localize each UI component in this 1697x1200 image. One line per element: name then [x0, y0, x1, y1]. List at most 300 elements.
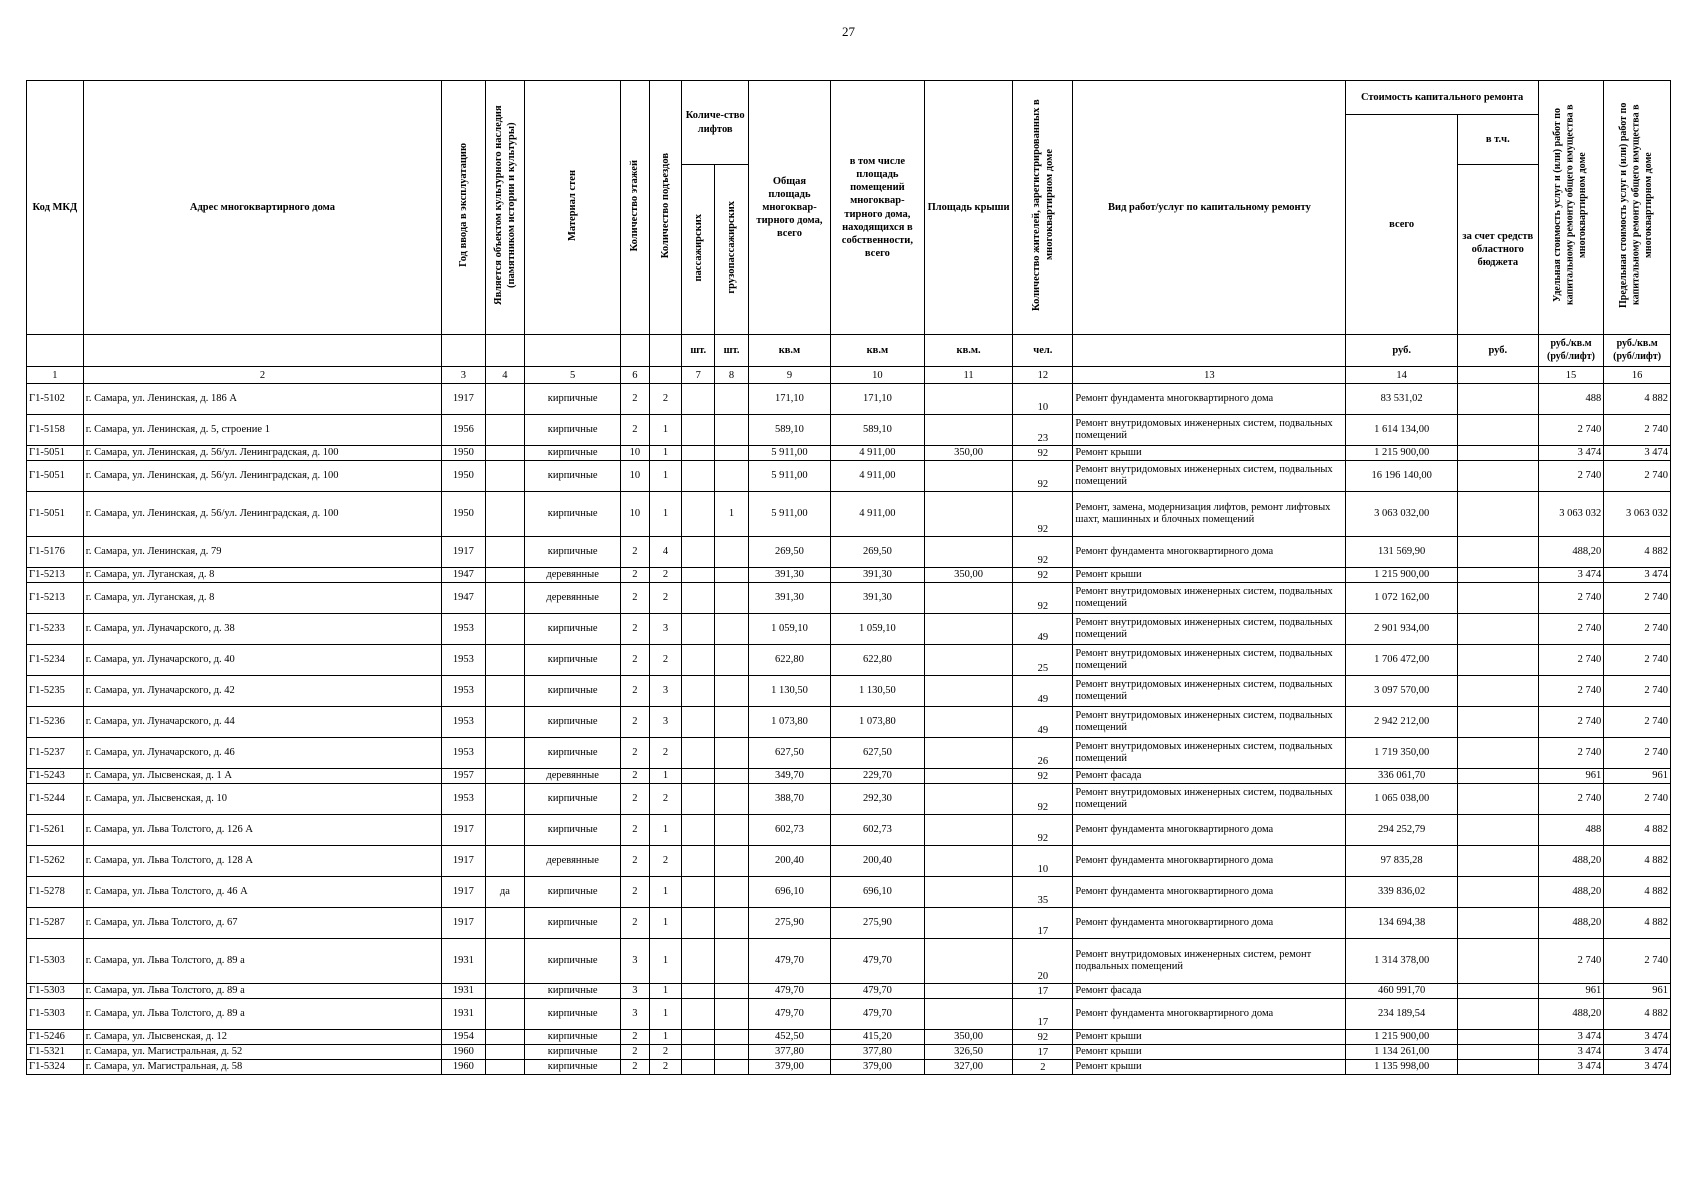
cell-heritage [485, 645, 524, 676]
cell-code: Г1-5303 [27, 939, 84, 984]
cell-code: Г1-5051 [27, 461, 84, 492]
cell-residents: 10 [1013, 384, 1073, 415]
cell-cost-total: 1 215 900,00 [1346, 1030, 1457, 1045]
column-number: 2 [83, 367, 441, 384]
cell-unit-cost: 2 740 [1538, 676, 1604, 707]
cell-work-type: Ремонт фасада [1073, 984, 1346, 999]
cell-owned-area: 171,10 [830, 384, 924, 415]
cell-cost-total: 294 252,79 [1346, 815, 1457, 846]
cell-cost-total: 1 072 162,00 [1346, 583, 1457, 614]
cell-lifts-passenger [682, 738, 715, 769]
cell-cost-regional [1457, 707, 1538, 738]
header-lifts-group: Количе-ство лифтов [682, 81, 749, 165]
cell-code: Г1-5262 [27, 846, 84, 877]
cell-max-cost: 961 [1604, 769, 1671, 784]
cell-cost-regional [1457, 1060, 1538, 1075]
header-lifts-passenger: пассажирских [682, 165, 715, 335]
cell-owned-area: 627,50 [830, 738, 924, 769]
cell-lifts-cargo [715, 461, 749, 492]
cell-address: г. Самара, ул. Ленинская, д. 186 А [83, 384, 441, 415]
cell-max-cost: 2 740 [1604, 738, 1671, 769]
cell-roof-area: 326,50 [924, 1045, 1012, 1060]
cell-code: Г1-5244 [27, 784, 84, 815]
table-row [27, 908, 1671, 939]
cell-work-type: Ремонт внутридомовых инженерных систем, подвальных помещений [1073, 415, 1346, 446]
cell-total-area: 379,00 [748, 1060, 830, 1075]
cell-entrances: 2 [649, 846, 682, 877]
cell-roof-area [924, 908, 1012, 939]
cell-wall-material: кирпичные [525, 415, 621, 446]
cell-entrances: 3 [649, 707, 682, 738]
cell-owned-area: 292,30 [830, 784, 924, 815]
cell-roof-area [924, 846, 1012, 877]
cell-entrances: 2 [649, 738, 682, 769]
column-number: 1 [27, 367, 84, 384]
cell-work-type: Ремонт, замена, модернизация лифтов, ремонт лифтовых шахт, машинных и блочных помещений [1073, 492, 1346, 537]
cell-cost-regional [1457, 492, 1538, 537]
cell-lifts-cargo [715, 908, 749, 939]
cell-entrances: 1 [649, 908, 682, 939]
column-number: 14 [1346, 367, 1457, 384]
cell-heritage [485, 583, 524, 614]
header-entrances: Количество подъездов [649, 81, 682, 335]
cell-lifts-cargo [715, 1030, 749, 1045]
unit-lifts-passenger: шт. [682, 335, 715, 367]
cell-max-cost: 4 882 [1604, 815, 1671, 846]
cell-max-cost: 4 882 [1604, 877, 1671, 908]
cell-total-area: 171,10 [748, 384, 830, 415]
cell-heritage [485, 846, 524, 877]
cell-cost-total: 1 215 900,00 [1346, 446, 1457, 461]
cell-heritage [485, 461, 524, 492]
cell-total-area: 5 911,00 [748, 446, 830, 461]
cell-work-type: Ремонт внутридомовых инженерных систем, подвальных помещений [1073, 645, 1346, 676]
cell-year: 1960 [442, 1045, 486, 1060]
cell-wall-material: кирпичные [525, 614, 621, 645]
cell-entrances: 3 [649, 676, 682, 707]
cell-owned-area: 377,80 [830, 1045, 924, 1060]
cell-work-type: Ремонт внутридомовых инженерных систем, подвальных помещений [1073, 707, 1346, 738]
cell-lifts-passenger [682, 815, 715, 846]
cell-lifts-passenger [682, 984, 715, 999]
cell-address: г. Самара, ул. Ленинская, д. 79 [83, 537, 441, 568]
cell-work-type: Ремонт внутридомовых инженерных систем, подвальных помещений [1073, 784, 1346, 815]
cell-cost-total: 1 134 261,00 [1346, 1045, 1457, 1060]
cell-residents: 92 [1013, 583, 1073, 614]
cell-cost-total: 16 196 140,00 [1346, 461, 1457, 492]
cell-cost-total: 460 991,70 [1346, 984, 1457, 999]
header-cost-regional: за счет средств областного бюджета [1457, 165, 1538, 335]
cell-roof-area [924, 707, 1012, 738]
cell-code: Г1-5051 [27, 446, 84, 461]
cell-address: г. Самара, ул. Ленинская, д. 56/ул. Ленинградская, д. 100 [83, 492, 441, 537]
cell-work-type: Ремонт крыши [1073, 446, 1346, 461]
cell-total-area: 391,30 [748, 583, 830, 614]
cell-cost-regional [1457, 676, 1538, 707]
cell-work-type: Ремонт внутридомовых инженерных систем, подвальных помещений [1073, 583, 1346, 614]
cell-unit-cost: 3 474 [1538, 1045, 1604, 1060]
cell-max-cost: 2 740 [1604, 645, 1671, 676]
cell-lifts-cargo [715, 645, 749, 676]
table-row [27, 1030, 1671, 1045]
cell-wall-material: деревянные [525, 568, 621, 583]
cell-lifts-passenger [682, 384, 715, 415]
cell-unit-cost: 2 740 [1538, 614, 1604, 645]
cell-heritage [485, 384, 524, 415]
cell-cost-regional [1457, 846, 1538, 877]
cell-unit-cost: 3 474 [1538, 1030, 1604, 1045]
cell-floors: 2 [621, 676, 649, 707]
cell-address: г. Самара, ул. Луганская, д. 8 [83, 568, 441, 583]
cell-year: 1917 [442, 908, 486, 939]
page-number: 27 [842, 24, 855, 39]
cell-cost-regional [1457, 815, 1538, 846]
cell-cost-total: 1 215 900,00 [1346, 568, 1457, 583]
cell-roof-area [924, 614, 1012, 645]
cell-floors: 2 [621, 815, 649, 846]
cell-work-type: Ремонт внутридомовых инженерных систем, ремонт подвальных помещений [1073, 939, 1346, 984]
header-work-type: Вид работ/услуг по капитальному ремонту [1073, 81, 1346, 335]
cell-lifts-passenger [682, 707, 715, 738]
cell-entrances: 1 [649, 939, 682, 984]
cell-lifts-cargo [715, 583, 749, 614]
cell-cost-regional [1457, 784, 1538, 815]
cell-lifts-passenger [682, 784, 715, 815]
cell-residents: 23 [1013, 415, 1073, 446]
cell-code: Г1-5158 [27, 415, 84, 446]
cell-total-area: 479,70 [748, 984, 830, 999]
cell-roof-area [924, 999, 1012, 1030]
table-row [27, 815, 1671, 846]
cell-address: г. Самара, ул. Магистральная, д. 52 [83, 1045, 441, 1060]
cell-address: г. Самара, ул. Льва Толстого, д. 128 А [83, 846, 441, 877]
cell-residents: 92 [1013, 769, 1073, 784]
cell-owned-area: 479,70 [830, 984, 924, 999]
cell-code: Г1-5261 [27, 815, 84, 846]
unit-owned-area: кв.м [830, 335, 924, 367]
table-row [27, 877, 1671, 908]
table-row [27, 769, 1671, 784]
cell-roof-area [924, 984, 1012, 999]
cell-lifts-cargo [715, 384, 749, 415]
cell-cost-regional [1457, 908, 1538, 939]
cell-unit-cost: 2 740 [1538, 939, 1604, 984]
table-row [27, 784, 1671, 815]
column-number: 13 [1073, 367, 1346, 384]
cell-wall-material: деревянные [525, 846, 621, 877]
cell-lifts-passenger [682, 676, 715, 707]
cell-heritage [485, 537, 524, 568]
cell-year: 1917 [442, 846, 486, 877]
cell-code: Г1-5278 [27, 877, 84, 908]
cell-code: Г1-5237 [27, 738, 84, 769]
cell-heritage [485, 446, 524, 461]
cell-entrances: 1 [649, 1030, 682, 1045]
cell-residents: 92 [1013, 568, 1073, 583]
cell-floors: 2 [621, 846, 649, 877]
cell-floors: 3 [621, 939, 649, 984]
cell-code: Г1-5176 [27, 537, 84, 568]
cell-max-cost: 4 882 [1604, 384, 1671, 415]
cell-total-area: 1 073,80 [748, 707, 830, 738]
cell-lifts-passenger [682, 769, 715, 784]
cell-unit-cost: 2 740 [1538, 583, 1604, 614]
cell-owned-area: 4 911,00 [830, 461, 924, 492]
cell-address: г. Самара, ул. Льва Толстого, д. 89 а [83, 939, 441, 984]
cell-lifts-cargo [715, 446, 749, 461]
cell-year: 1917 [442, 877, 486, 908]
cell-year: 1917 [442, 815, 486, 846]
cell-total-area: 1 059,10 [748, 614, 830, 645]
cell-owned-area: 1 130,50 [830, 676, 924, 707]
cell-code: Г1-5243 [27, 769, 84, 784]
cell-entrances: 1 [649, 999, 682, 1030]
cell-heritage [485, 614, 524, 645]
cell-floors: 10 [621, 446, 649, 461]
cell-lifts-cargo [715, 537, 749, 568]
cell-entrances: 3 [649, 614, 682, 645]
cell-max-cost: 961 [1604, 984, 1671, 999]
cell-wall-material: кирпичные [525, 537, 621, 568]
table-row [27, 939, 1671, 984]
cell-entrances: 2 [649, 384, 682, 415]
cell-cost-total: 234 189,54 [1346, 999, 1457, 1030]
unit-residents: чел. [1013, 335, 1073, 367]
cell-address: г. Самара, ул. Льва Толстого, д. 67 [83, 908, 441, 939]
cell-total-area: 589,10 [748, 415, 830, 446]
cell-floors: 2 [621, 738, 649, 769]
cell-unit-cost: 3 474 [1538, 446, 1604, 461]
header-heritage: Является объектом культурного наследия (памятником истории и культуры) [485, 81, 524, 335]
cell-entrances: 2 [649, 568, 682, 583]
cell-address: г. Самара, ул. Ленинская, д. 56/ул. Ленинградская, д. 100 [83, 461, 441, 492]
cell-unit-cost: 961 [1538, 984, 1604, 999]
cell-residents: 49 [1013, 614, 1073, 645]
column-numbers [27, 367, 1671, 384]
cell-address: г. Самара, ул. Луначарского, д. 38 [83, 614, 441, 645]
cell-floors: 2 [621, 415, 649, 446]
cell-max-cost: 2 740 [1604, 939, 1671, 984]
cell-floors: 10 [621, 492, 649, 537]
cell-code: Г1-5235 [27, 676, 84, 707]
cell-cost-regional [1457, 568, 1538, 583]
header-residents: Количество жителей, зарегистрированных в многоквартирном доме [1013, 81, 1073, 335]
cell-unit-cost: 2 740 [1538, 784, 1604, 815]
cell-owned-area: 479,70 [830, 999, 924, 1030]
cell-residents: 92 [1013, 446, 1073, 461]
cell-wall-material: кирпичные [525, 492, 621, 537]
cell-max-cost: 4 882 [1604, 537, 1671, 568]
cell-residents: 10 [1013, 846, 1073, 877]
unit-lifts-cargo: шт. [715, 335, 749, 367]
cell-lifts-cargo [715, 784, 749, 815]
cell-address: г. Самара, ул. Луначарского, д. 42 [83, 676, 441, 707]
cell-heritage: да [485, 877, 524, 908]
cell-lifts-cargo [715, 415, 749, 446]
cell-work-type: Ремонт крыши [1073, 1060, 1346, 1075]
table-row [27, 537, 1671, 568]
table-row [27, 676, 1671, 707]
cell-cost-total: 336 061,70 [1346, 769, 1457, 784]
cell-owned-area: 269,50 [830, 537, 924, 568]
cell-entrances: 2 [649, 645, 682, 676]
unit-max-cost: руб./кв.м (руб/лифт) [1604, 335, 1671, 367]
cell-owned-area: 4 911,00 [830, 492, 924, 537]
cell-address: г. Самара, ул. Лысвенская, д. 12 [83, 1030, 441, 1045]
cell-cost-regional [1457, 939, 1538, 984]
cell-address: г. Самара, ул. Ленинская, д. 5, строение 1 [83, 415, 441, 446]
cell-wall-material: кирпичные [525, 676, 621, 707]
cell-unit-cost: 3 474 [1538, 1060, 1604, 1075]
table-row [27, 645, 1671, 676]
cell-floors: 2 [621, 1045, 649, 1060]
cell-floors: 2 [621, 769, 649, 784]
table-row [27, 738, 1671, 769]
cell-wall-material: кирпичные [525, 384, 621, 415]
cell-roof-area [924, 676, 1012, 707]
cell-lifts-passenger [682, 583, 715, 614]
cell-floors: 3 [621, 999, 649, 1030]
cell-total-area: 377,80 [748, 1045, 830, 1060]
cell-cost-total: 97 835,28 [1346, 846, 1457, 877]
cell-cost-total: 83 531,02 [1346, 384, 1457, 415]
cell-code: Г1-5213 [27, 568, 84, 583]
cell-wall-material: кирпичные [525, 908, 621, 939]
cell-lifts-cargo [715, 614, 749, 645]
cell-heritage [485, 815, 524, 846]
cell-code: Г1-5051 [27, 492, 84, 537]
cell-lifts-cargo [715, 1045, 749, 1060]
cell-entrances: 1 [649, 984, 682, 999]
column-number [649, 367, 682, 384]
cell-heritage [485, 707, 524, 738]
cell-floors: 2 [621, 1030, 649, 1045]
cell-address: г. Самара, ул. Лысвенская, д. 10 [83, 784, 441, 815]
cell-cost-regional [1457, 415, 1538, 446]
cell-year: 1956 [442, 415, 486, 446]
cell-owned-area: 1 059,10 [830, 614, 924, 645]
cell-max-cost: 3 063 032 [1604, 492, 1671, 537]
table-row [27, 707, 1671, 738]
cell-unit-cost: 488,20 [1538, 908, 1604, 939]
column-number: 4 [485, 367, 524, 384]
cell-wall-material: кирпичные [525, 707, 621, 738]
cell-cost-total: 1 314 378,00 [1346, 939, 1457, 984]
cell-entrances: 1 [649, 769, 682, 784]
cell-lifts-passenger [682, 645, 715, 676]
cell-code: Г1-5246 [27, 1030, 84, 1045]
cell-address: г. Самара, ул. Лысвенская, д. 1 А [83, 769, 441, 784]
cell-owned-area: 275,90 [830, 908, 924, 939]
cell-wall-material: кирпичные [525, 461, 621, 492]
cell-lifts-passenger [682, 1060, 715, 1075]
cell-roof-area [924, 461, 1012, 492]
header-code: Код МКД [27, 81, 84, 335]
cell-residents: 49 [1013, 707, 1073, 738]
header-floors: Количество этажей [621, 81, 649, 335]
table-row [27, 446, 1671, 461]
cell-roof-area [924, 738, 1012, 769]
cell-owned-area: 696,10 [830, 877, 924, 908]
table-row [27, 415, 1671, 446]
cell-unit-cost: 488,20 [1538, 999, 1604, 1030]
cell-cost-total: 1 614 134,00 [1346, 415, 1457, 446]
header-unit-cost: Удельная стоимость услуг и (или) работ по капитальному ремонту общего имущества в многоквартирном доме [1538, 81, 1604, 335]
cell-code: Г1-5303 [27, 984, 84, 999]
cell-lifts-cargo [715, 568, 749, 583]
cell-max-cost: 3 474 [1604, 1045, 1671, 1060]
cell-cost-regional [1457, 614, 1538, 645]
cell-year: 1960 [442, 1060, 486, 1075]
cell-year: 1953 [442, 707, 486, 738]
cell-work-type: Ремонт фундамента многоквартирного дома [1073, 846, 1346, 877]
cell-residents: 92 [1013, 461, 1073, 492]
cell-roof-area: 350,00 [924, 568, 1012, 583]
table-row [27, 984, 1671, 999]
cell-floors: 2 [621, 877, 649, 908]
cell-year: 1953 [442, 676, 486, 707]
cell-address: г. Самара, ул. Льва Толстого, д. 126 А [83, 815, 441, 846]
cell-residents: 92 [1013, 537, 1073, 568]
cell-heritage [485, 1045, 524, 1060]
column-number: 6 [621, 367, 649, 384]
cell-lifts-passenger [682, 939, 715, 984]
cell-max-cost: 2 740 [1604, 676, 1671, 707]
header-wall-material: Материал стен [525, 81, 621, 335]
cell-unit-cost: 2 740 [1538, 738, 1604, 769]
cell-heritage [485, 415, 524, 446]
table-row [27, 1060, 1671, 1075]
cell-work-type: Ремонт внутридомовых инженерных систем, подвальных помещений [1073, 676, 1346, 707]
cell-year: 1931 [442, 939, 486, 984]
cell-work-type: Ремонт крыши [1073, 1030, 1346, 1045]
cell-lifts-passenger [682, 446, 715, 461]
cell-wall-material: кирпичные [525, 999, 621, 1030]
cell-cost-regional [1457, 769, 1538, 784]
cell-lifts-cargo [715, 939, 749, 984]
cell-lifts-passenger [682, 415, 715, 446]
cell-total-area: 391,30 [748, 568, 830, 583]
unit-total-area: кв.м [748, 335, 830, 367]
cell-work-type: Ремонт фундамента многоквартирного дома [1073, 384, 1346, 415]
column-number: 10 [830, 367, 924, 384]
cell-unit-cost: 961 [1538, 769, 1604, 784]
cell-work-type: Ремонт фундамента многоквартирного дома [1073, 877, 1346, 908]
cell-year: 1950 [442, 492, 486, 537]
cell-wall-material: кирпичные [525, 1030, 621, 1045]
cell-total-area: 349,70 [748, 769, 830, 784]
cell-entrances: 1 [649, 492, 682, 537]
cell-residents: 92 [1013, 784, 1073, 815]
cell-code: Г1-5102 [27, 384, 84, 415]
cell-total-area: 269,50 [748, 537, 830, 568]
cell-roof-area: 350,00 [924, 446, 1012, 461]
cell-total-area: 1 130,50 [748, 676, 830, 707]
cell-address: г. Самара, ул. Луначарского, д. 40 [83, 645, 441, 676]
cell-cost-regional [1457, 384, 1538, 415]
cell-lifts-cargo [715, 707, 749, 738]
cell-wall-material: кирпичные [525, 939, 621, 984]
cell-max-cost: 2 740 [1604, 583, 1671, 614]
cell-max-cost: 2 740 [1604, 614, 1671, 645]
table-row [27, 1045, 1671, 1060]
cell-address: г. Самара, ул. Луганская, д. 8 [83, 583, 441, 614]
cell-roof-area [924, 537, 1012, 568]
header-owned-area: в том числе площадь помещений многоквар-тирного дома, находящихся в собственности, всего [830, 81, 924, 335]
cell-roof-area [924, 492, 1012, 537]
table-row [27, 492, 1671, 537]
cell-residents: 17 [1013, 984, 1073, 999]
